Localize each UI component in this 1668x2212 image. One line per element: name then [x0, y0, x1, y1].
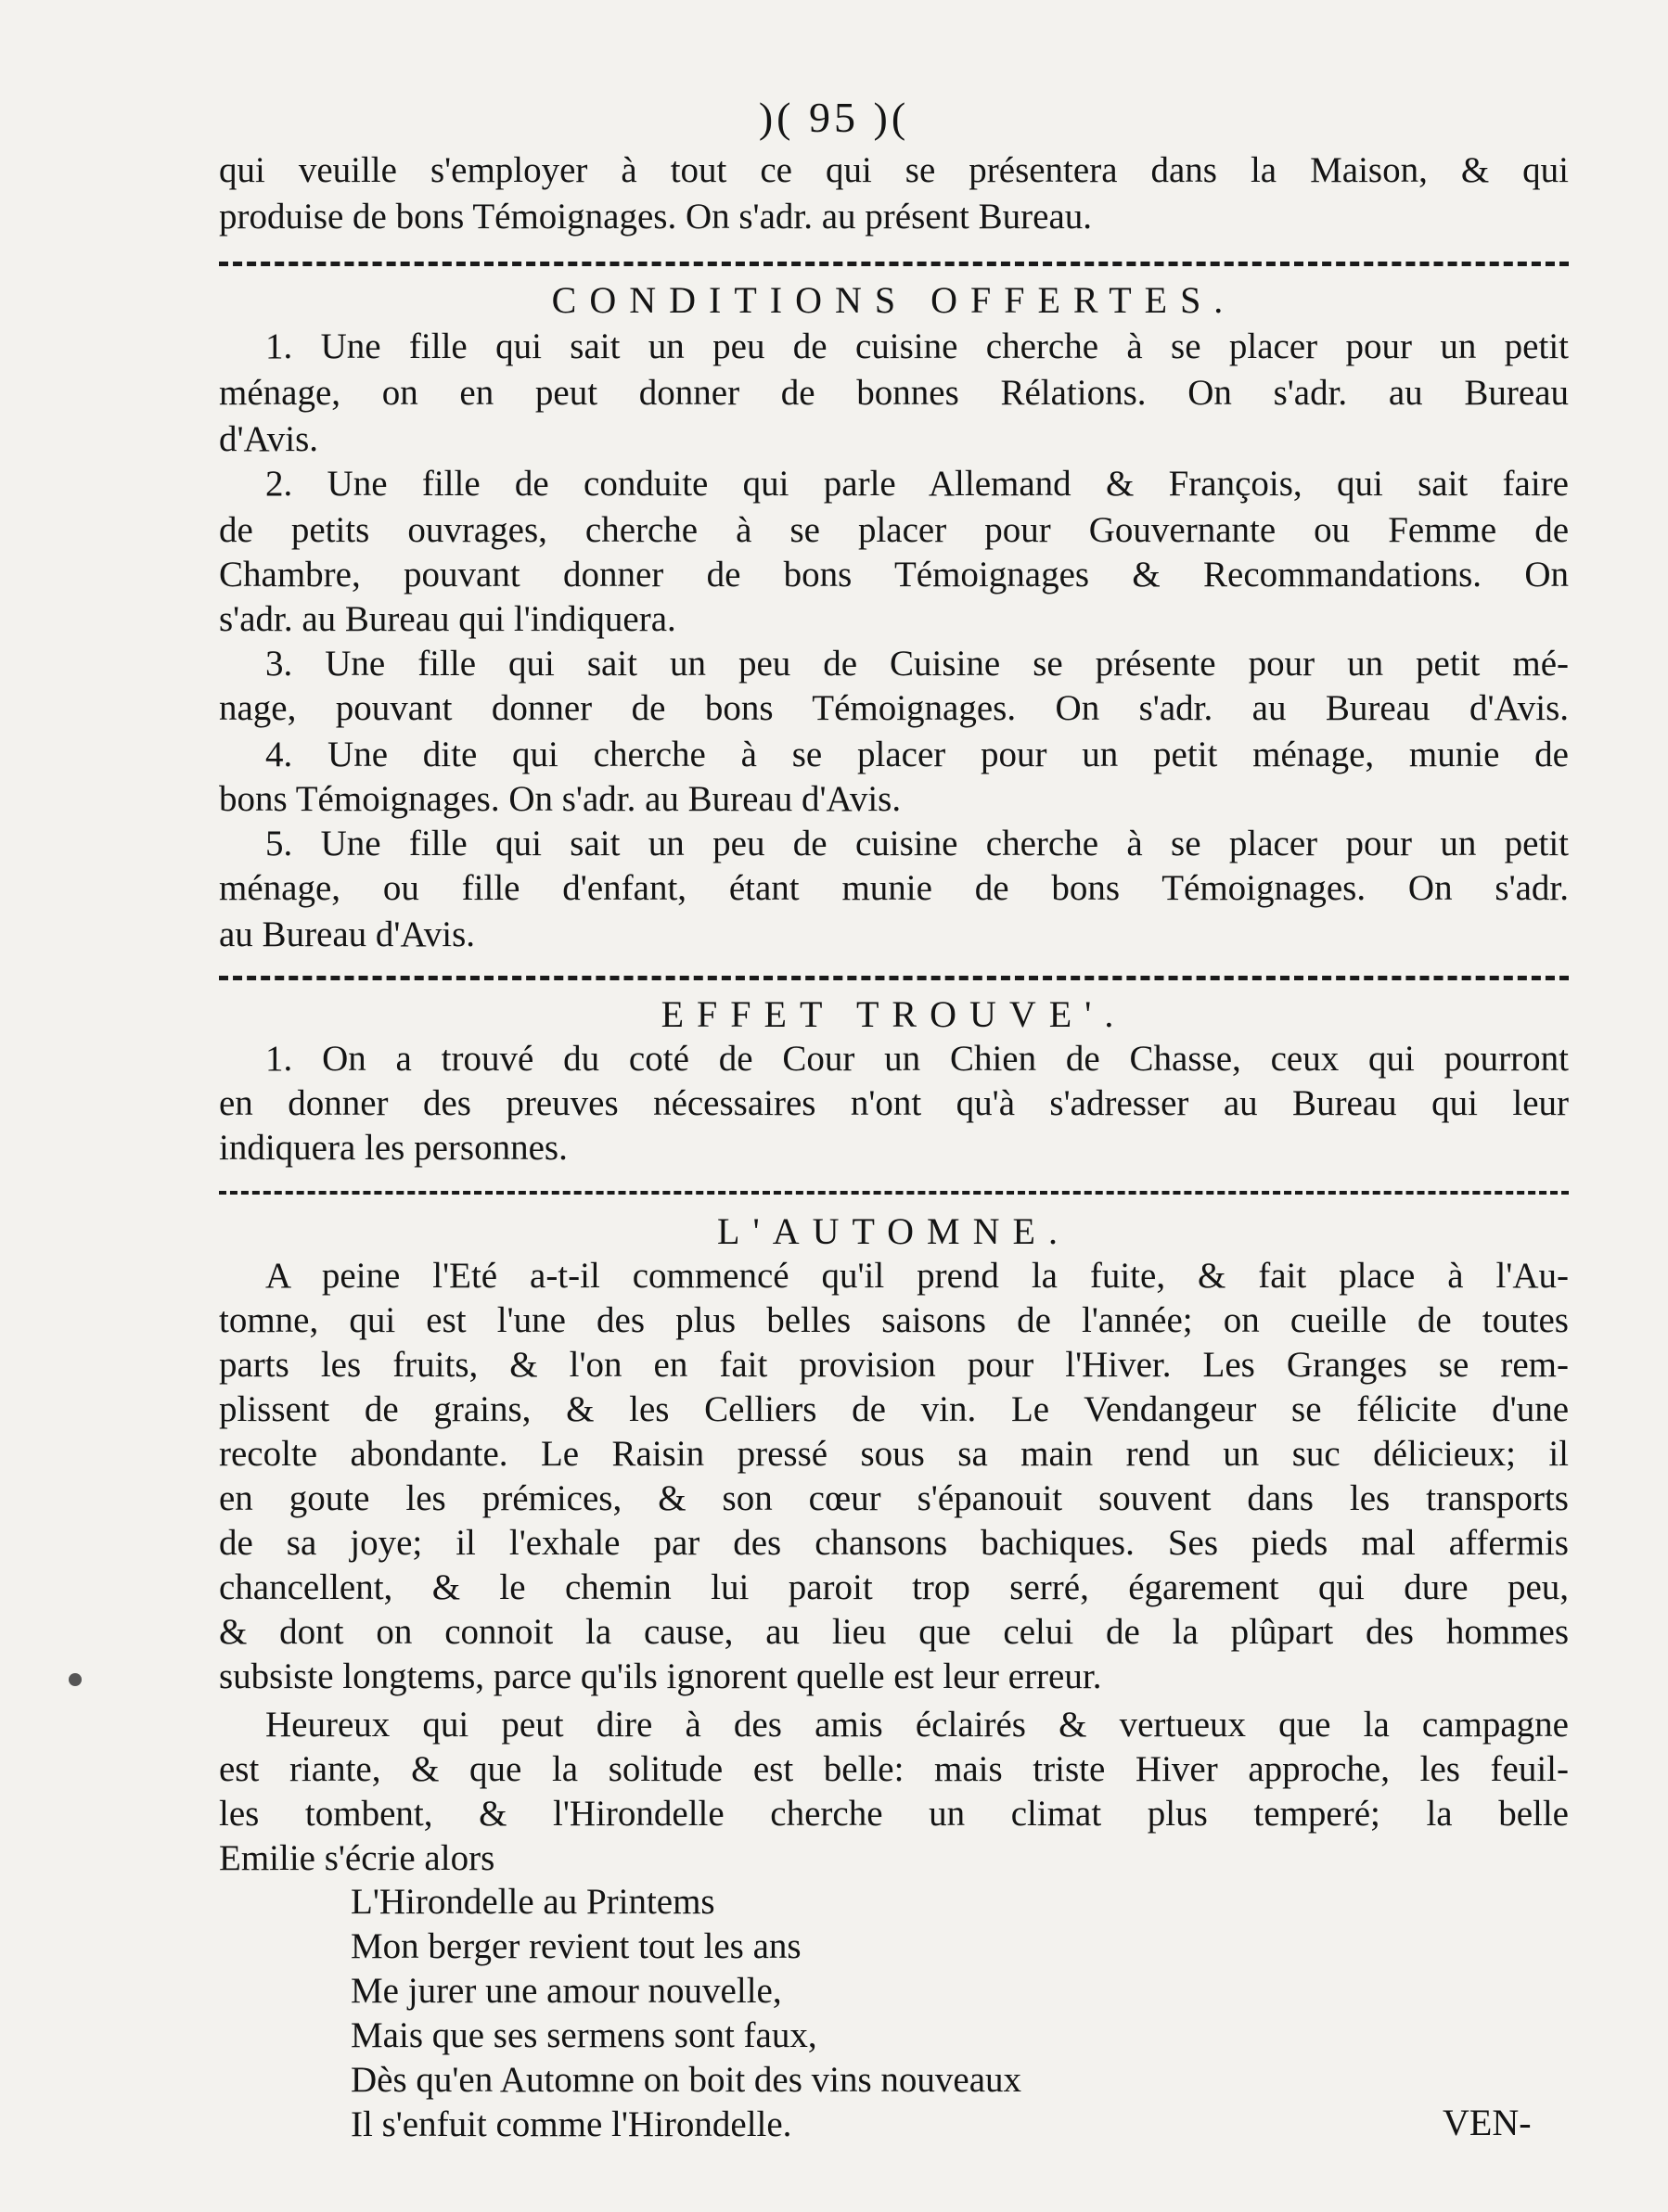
conditions-line: ménage, ou fille d'enfant, étant munie de bons Témoignages. On s'adr. — [219, 868, 1569, 908]
ink-speck — [69, 1673, 82, 1686]
conditions-line: 4. Une dite qui cherche à se placer pour un petit ménage, munie de — [265, 735, 1569, 774]
automne-line: en goute les prémices, & son cœur s'épanouit souvent dans les transports — [219, 1478, 1569, 1518]
automne-line: tomne, qui est l'une des plus belles saisons de l'année; on cueille de toutes — [219, 1300, 1569, 1340]
verse-line: Dès qu'en Automne on boit des vins nouveaux — [351, 2060, 1022, 2100]
conditions-line: bons Témoignages. On s'adr. au Bureau d'Avis. — [219, 779, 902, 819]
conditions-heading: CONDITIONS OFFERTES. — [551, 279, 1237, 321]
page-number: )( 95 )( — [758, 94, 910, 141]
conditions-line: 5. Une fille qui sait un peu de cuisine cherche à se placer pour un petit — [265, 824, 1569, 863]
conditions-line: 2. Une fille de conduite qui parle Allemand & François, qui sait faire — [265, 464, 1569, 504]
automne-line: A peine l'Eté a-t-il commencé qu'il prend la fuite, & fait place à l'Au- — [265, 1256, 1569, 1296]
intro-line: qui veuille s'employer à tout ce qui se présentera dans la Maison, & qui — [219, 150, 1569, 190]
automne-line: recolte abondante. Le Raisin pressé sous sa main rend un suc délicieux; il — [219, 1434, 1569, 1474]
conditions-line: s'adr. au Bureau qui l'indiquera. — [219, 599, 676, 639]
conditions-line: Chambre, pouvant donner de bons Témoignages & Recommandations. On — [219, 555, 1569, 595]
automne-line: de sa joye; il l'exhale par des chansons bachiques. Ses pieds mal affermis — [219, 1523, 1569, 1563]
effet-line: 1. On a trouvé du coté de Cour un Chien de Chasse, ceux qui pourront — [265, 1039, 1569, 1079]
automne-line: les tombent, & l'Hirondelle cherche un climat plus temperé; la belle — [219, 1794, 1569, 1834]
verse-line: Mais que ses sermens sont faux, — [351, 2015, 817, 2055]
conditions-line: nage, pouvant donner de bons Témoignages. On s'adr. au Bureau d'Avis. — [219, 688, 1569, 728]
verse-line: Mon berger revient tout les ans — [351, 1926, 802, 1966]
conditions-line: ménage, on en peut donner de bonnes Rélations. On s'adr. au Bureau — [219, 373, 1569, 413]
section-rule — [219, 262, 1569, 266]
automne-line: parts les fruits, & l'on en fait provision pour l'Hiver. Les Granges se rem- — [219, 1345, 1569, 1385]
intro-line: produise de bons Témoignages. On s'adr. au présent Bureau. — [219, 197, 1093, 237]
automne-line: Emilie s'écrie alors — [219, 1838, 495, 1878]
catchword: VEN- — [1443, 2102, 1532, 2143]
automne-line: subsiste longtems, parce qu'ils ignorent quelle est leur erreur. — [219, 1656, 1102, 1696]
conditions-line: de petits ouvrages, cherche à se placer pour Gouvernante ou Femme de — [219, 510, 1569, 550]
conditions-line: 1. Une fille qui sait un peu de cuisine cherche à se placer pour un petit — [265, 326, 1569, 366]
automne-line: Heureux qui peut dire à des amis éclairés & vertueux que la campagne — [265, 1705, 1569, 1745]
automne-line: est riante, & que la solitude est belle: mais triste Hiver approche, les feuil- — [219, 1749, 1569, 1789]
verse-line: L'Hirondelle au Printems — [351, 1882, 715, 1922]
automne-heading: L'AUTOMNE. — [717, 1210, 1071, 1252]
section-rule — [219, 976, 1569, 980]
automne-line: chancellent, & le chemin lui paroit trop serré, égarement qui dure peu, — [219, 1567, 1569, 1607]
conditions-line: au Bureau d'Avis. — [219, 914, 475, 954]
effet-line: en donner des preuves nécessaires n'ont qu'à s'adresser au Bureau qui leur — [219, 1083, 1569, 1123]
verse-line: Me jurer une amour nouvelle, — [351, 1971, 782, 2011]
conditions-line: d'Avis. — [219, 419, 319, 459]
effet-line: indiquera les personnes. — [219, 1128, 568, 1168]
section-rule — [219, 1191, 1569, 1195]
effet-heading: EFFET TROUVE'. — [661, 993, 1127, 1035]
automne-line: plissent de grains, & les Celliers de vin. Le Vendangeur se félicite d'une — [219, 1389, 1569, 1429]
conditions-line: 3. Une fille qui sait un peu de Cuisine se présente pour un petit mé- — [265, 644, 1569, 684]
automne-line: & dont on connoit la cause, au lieu que celui de la plûpart des hommes — [219, 1612, 1569, 1652]
verse-line: Il s'enfuit comme l'Hirondelle. — [351, 2104, 792, 2144]
